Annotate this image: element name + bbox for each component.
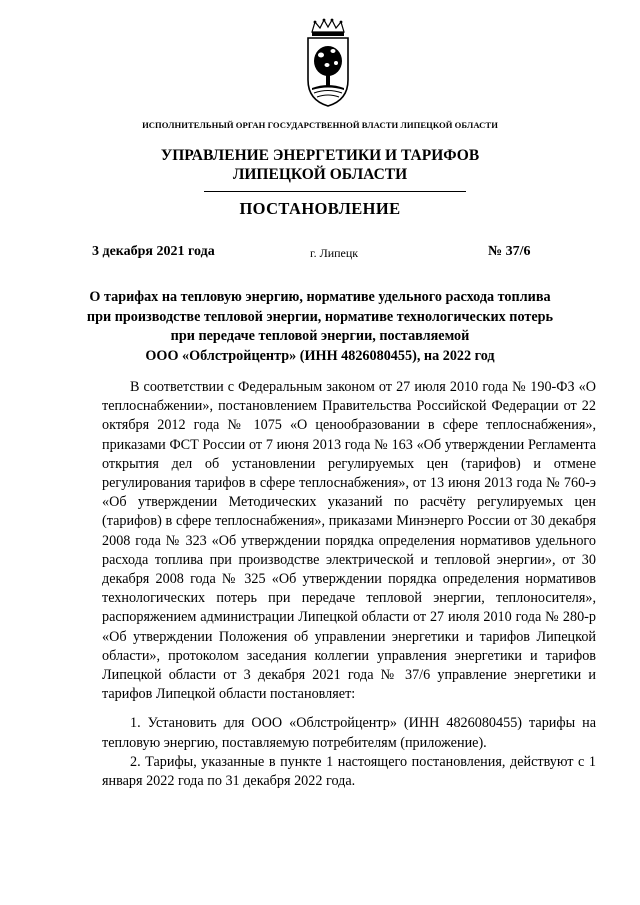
preamble-paragraph: В соответствии с Федеральным законом от 27 июля 2010 года № 190-ФЗ «О теплоснабжении», постановлением Правительства Российской Федерации от 22 октября 2012 года № 1075 «О ценообразовании в сфере теплоснабжения», приказами ФСТ России от 7 июня 2013 года № 163 «Об утверждении Регламента открытия дел об установлении регулируемых цен (тарифов) и отмене регулирования тарифов в сфере теплоснабжения», от 13 июня 2013 года № 760-э «Об утверждении Методических указаний по расчёту регулируемых цен (тарифов) в сфере теплоснабжения», приказами Минэнерго России от 30 декабря 2008 года № 323 «Об утверждении порядка определения нормативов удельного расхода топлива при производстве электрической и тепловой энергии», от 30 декабря 2008 года № 325 «Об утверждении порядка определения нормативов технологических потерь при передаче тепловой энергии, теплоносителя», распоряжением администрации Липецкой области от 27 июля 2010 года № 280-р «Об утверждении Положения об управлении энергетики и тарифов Липецкой области», протоколом заседания коллегии управления энергетики и тарифов Липецкой области от 3 декабря 2021 года № 37/6 управление энергетики и тарифов Липецкой области постановляет: xyxy=(102,379,596,703)
title-line: при передаче тепловой энергии, поставляемой xyxy=(170,328,470,344)
header-divider xyxy=(204,191,466,192)
item-1-paragraph: 1. Установить для ООО «Облстройцентр» (ИНН 4826080455) тарифы на тепловую энергию, поставляемую потребителям (приложение). xyxy=(102,715,596,751)
title-line: при производстве тепловой энергии, нормативе технологических потерь xyxy=(86,308,554,325)
coat-of-arms-icon xyxy=(303,18,353,108)
organization-name-line-2: ЛИПЕЦКОЙ ОБЛАСТИ xyxy=(232,166,408,183)
organization-name xyxy=(0,146,640,184)
document-date: 3 декабря 2021 года xyxy=(92,244,215,259)
title-line: ООО «Облстройцентр» (ИНН 4826080455), на 2022 год xyxy=(145,347,495,364)
title-line: О тарифах на тепловую энергию, нормативе удельного расхода топлива xyxy=(89,289,551,305)
document-city: г. Липецк xyxy=(310,246,359,260)
document-title xyxy=(80,288,560,366)
authority-name: ИСПОЛНИТЕЛЬНЫЙ ОРГАН ГОСУДАРСТВЕННОЙ ВЛАСТИ ЛИПЕЦКОЙ ОБЛАСТИ xyxy=(142,120,498,130)
item-2-paragraph: 2. Тарифы, указанные в пункте 1 настоящего постановления, действуют с 1 января 2022 года по 31 декабря 2022 года. xyxy=(102,753,596,790)
organization-name-line-1: УПРАВЛЕНИЕ ЭНЕРГЕТИКИ И ТАРИФОВ xyxy=(160,147,480,164)
document-body xyxy=(102,378,596,791)
document-number: № 37/6 xyxy=(488,244,531,259)
document-type: ПОСТАНОВЛЕНИЕ xyxy=(239,199,401,218)
